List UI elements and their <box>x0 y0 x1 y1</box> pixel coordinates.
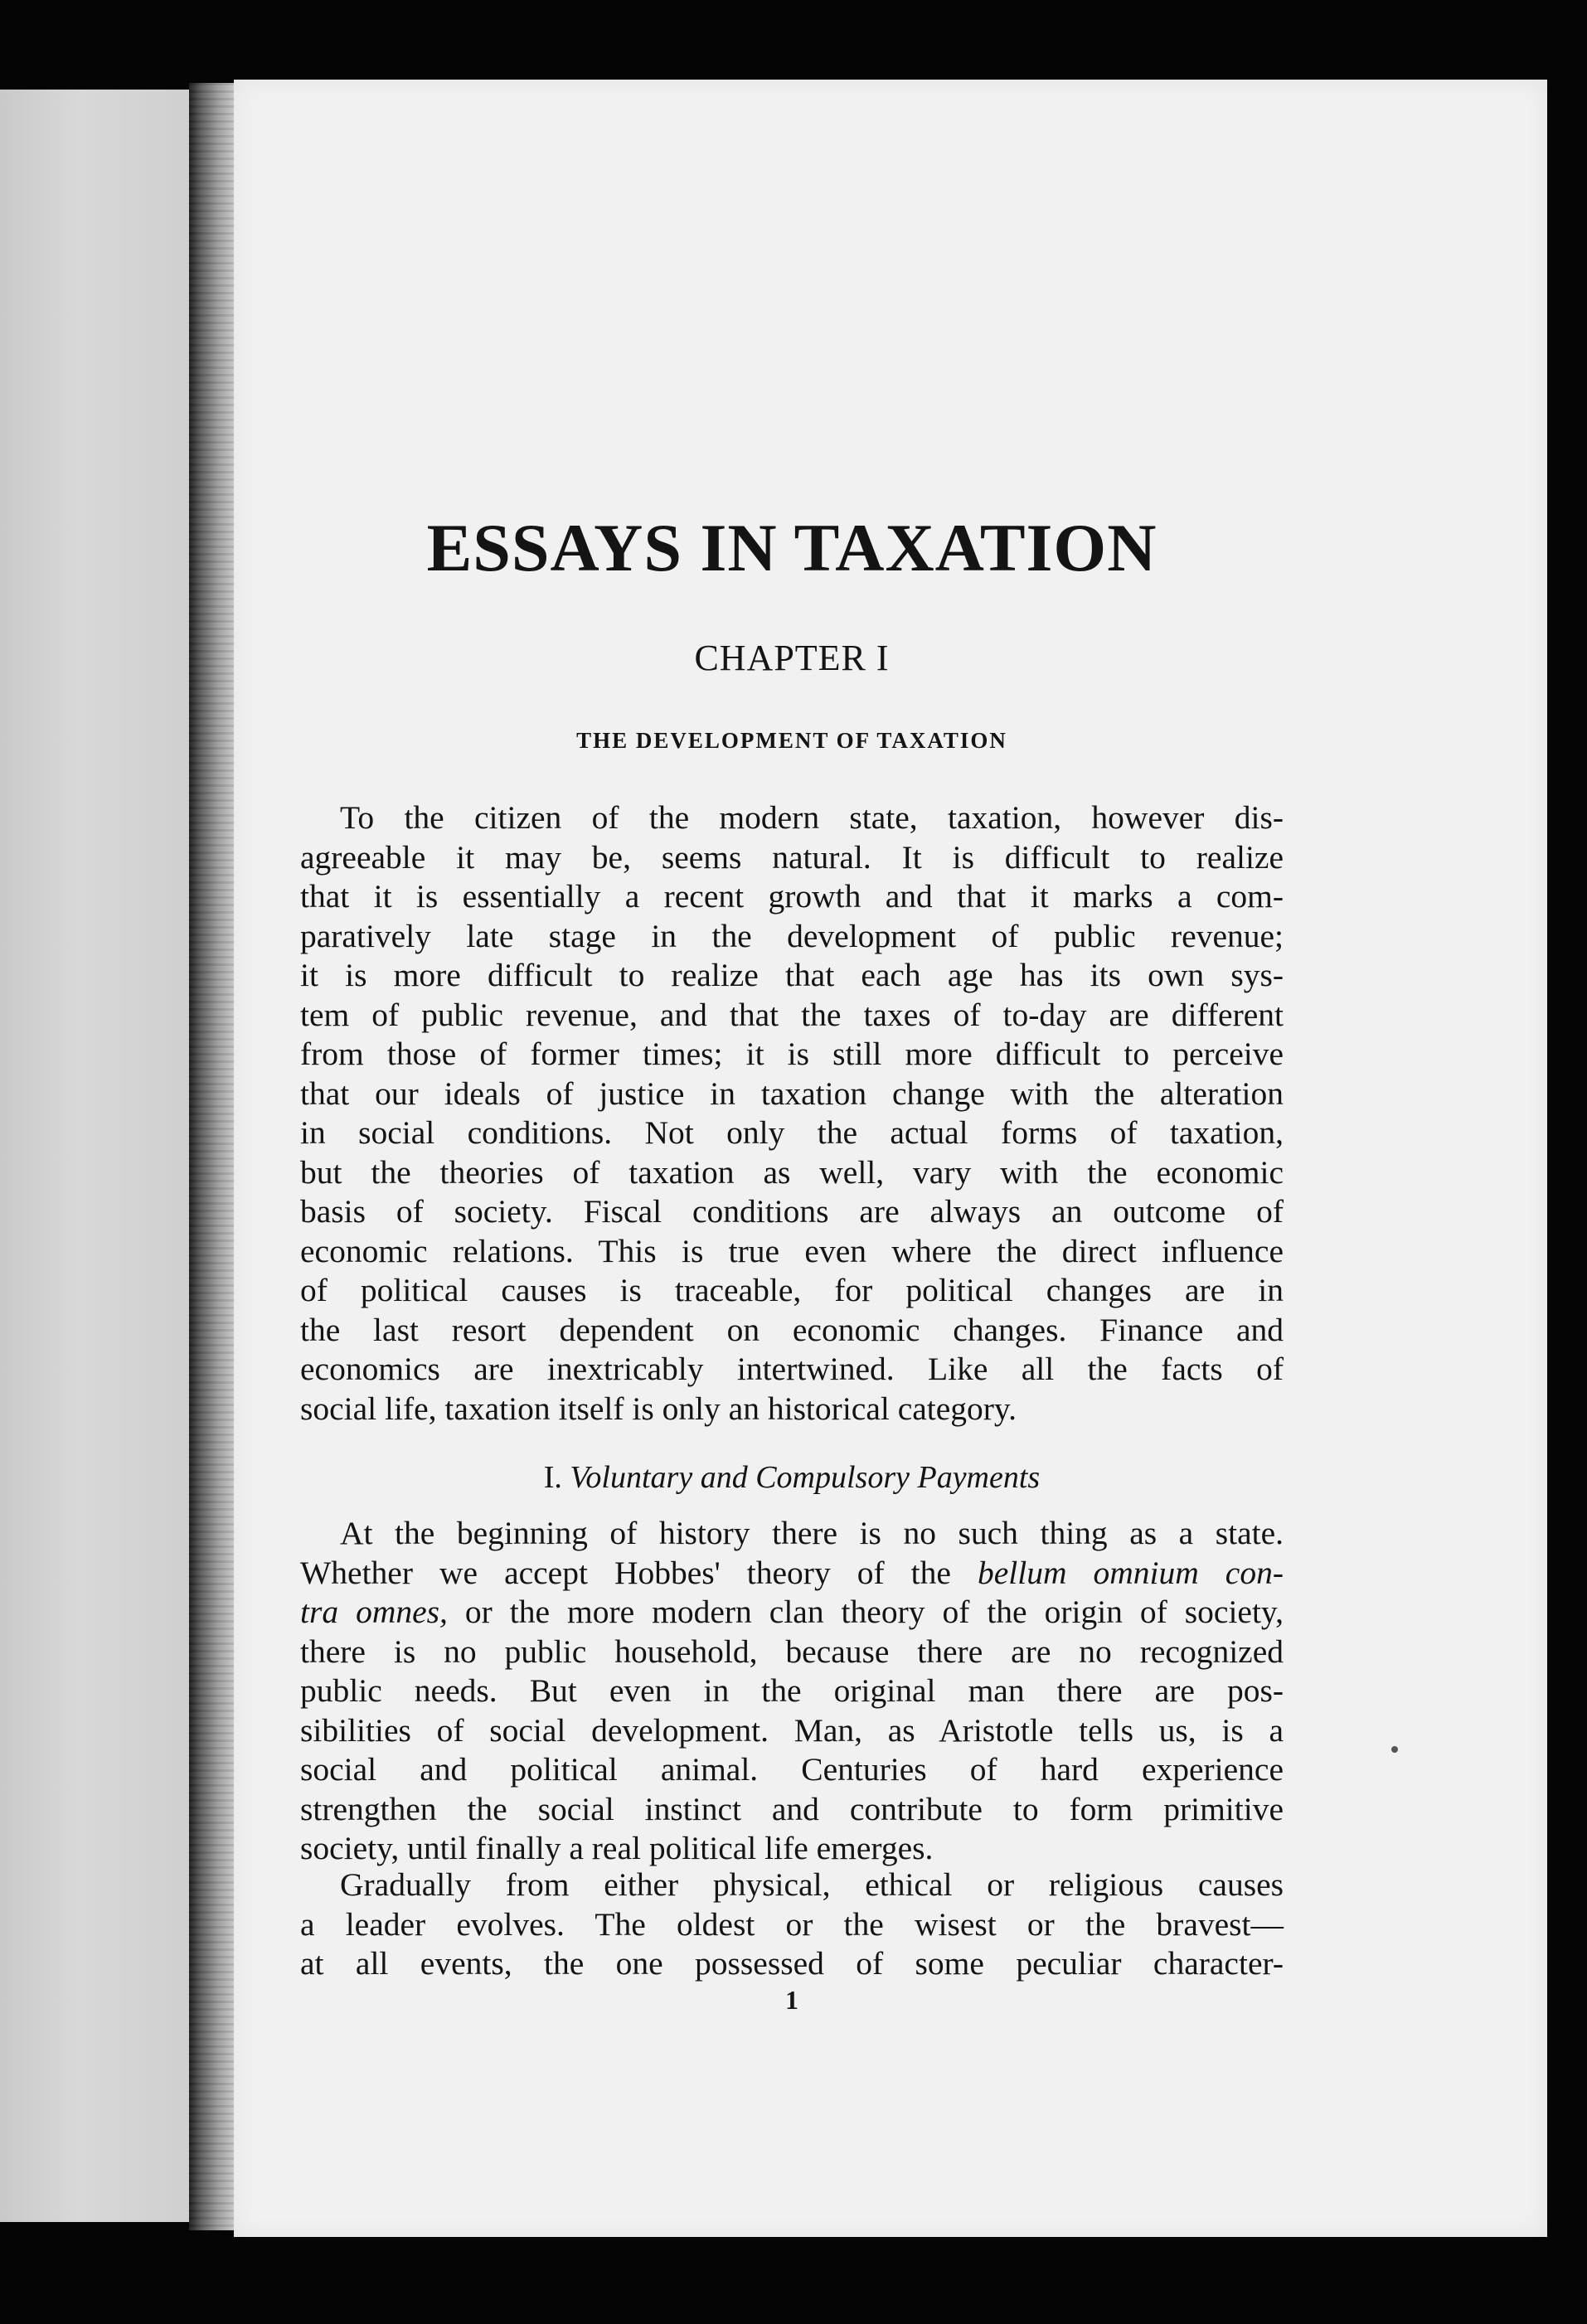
text-line <box>300 1554 1284 1594</box>
chapter-subtitle: THE DEVELOPMENT OF TAXATION <box>576 728 1007 753</box>
text-line: society, until finally a real political life emerges. <box>300 1830 934 1866</box>
book-gutter <box>189 83 237 2230</box>
facing-page-edge <box>0 90 196 2222</box>
book-title: ESSAYS IN TAXATION <box>426 510 1157 585</box>
text-line: public needs. But even in the original man there are pos- <box>300 1672 1284 1709</box>
text-line: in social conditions. Not only the actual forms of taxation, <box>300 1114 1284 1151</box>
text-line: it is more difficult to realize that each age has its own sys- <box>300 957 1284 993</box>
text-line <box>300 1593 1284 1633</box>
text-line: economics are inextricably intertwined. Like all the facts of <box>300 1351 1284 1387</box>
text-line: At the beginning of history there is no such thing as a state. <box>340 1515 1284 1551</box>
text-line: strengthen the social instinct and contribute to form primitive <box>300 1790 1284 1827</box>
section-number: I. <box>543 1460 562 1495</box>
text-line: To the citizen of the modern state, taxation, however dis- <box>340 799 1284 836</box>
dust-speck <box>1391 1746 1398 1753</box>
text-run: or the more modern clan theory of the origin of society, <box>447 1594 1284 1630</box>
paragraph-2 <box>300 1514 1284 1869</box>
chapter-label: CHAPTER I <box>694 638 890 678</box>
text-line: a leader evolves. The oldest or the wisest or the bravest— <box>300 1905 1284 1943</box>
text-line: from those of former times; it is still more difficult to perceive <box>300 1036 1284 1072</box>
text-line: social life, taxation itself is only an historical category. <box>300 1390 1017 1427</box>
paragraph-3 <box>300 1866 1284 1984</box>
latin-phrase: tra omnes, <box>300 1594 448 1630</box>
text-line: but the theories of taxation as well, vary with the economic <box>300 1153 1284 1191</box>
text-line: paratively late stage in the development of public revenue; <box>300 917 1284 954</box>
text-line: social and political animal. Centuries of hard experience <box>300 1751 1284 1788</box>
text-line: that it is essentially a recent growth and that it marks a com- <box>300 878 1284 915</box>
paragraph-1 <box>300 798 1284 1429</box>
text-line: of political causes is traceable, for political changes are in <box>300 1272 1284 1308</box>
text-line: Gradually from either physical, ethical or religious causes <box>340 1866 1284 1903</box>
text-line: there is no public household, because there are no recognized <box>300 1633 1284 1670</box>
text-line: basis of society. Fiscal conditions are always an outcome of <box>300 1193 1284 1230</box>
section-heading <box>300 1459 1284 1496</box>
text-run: Whether we accept Hobbes' theory of the <box>300 1554 978 1591</box>
section-title: Voluntary and Compulsory Payments <box>570 1460 1041 1495</box>
text-line: that our ideals of justice in taxation change with the alteration <box>300 1075 1284 1112</box>
text-line: the last resort dependent on economic changes. Finance and <box>300 1311 1284 1348</box>
text-line: agreeable it may be, seems natural. It is difficult to realize <box>300 838 1284 876</box>
text-line: tem of public revenue, and that the taxes of to-day are different <box>300 996 1284 1033</box>
page-number: 1 <box>785 1985 798 2015</box>
text-line: economic relations. This is true even where the direct influence <box>300 1232 1284 1269</box>
text-line: at all events, the one possessed of some peculiar character- <box>300 1945 1284 1982</box>
text-line: sibilities of social development. Man, as Aristotle tells us, is a <box>300 1711 1284 1749</box>
latin-phrase: bellum omnium con- <box>977 1554 1284 1591</box>
